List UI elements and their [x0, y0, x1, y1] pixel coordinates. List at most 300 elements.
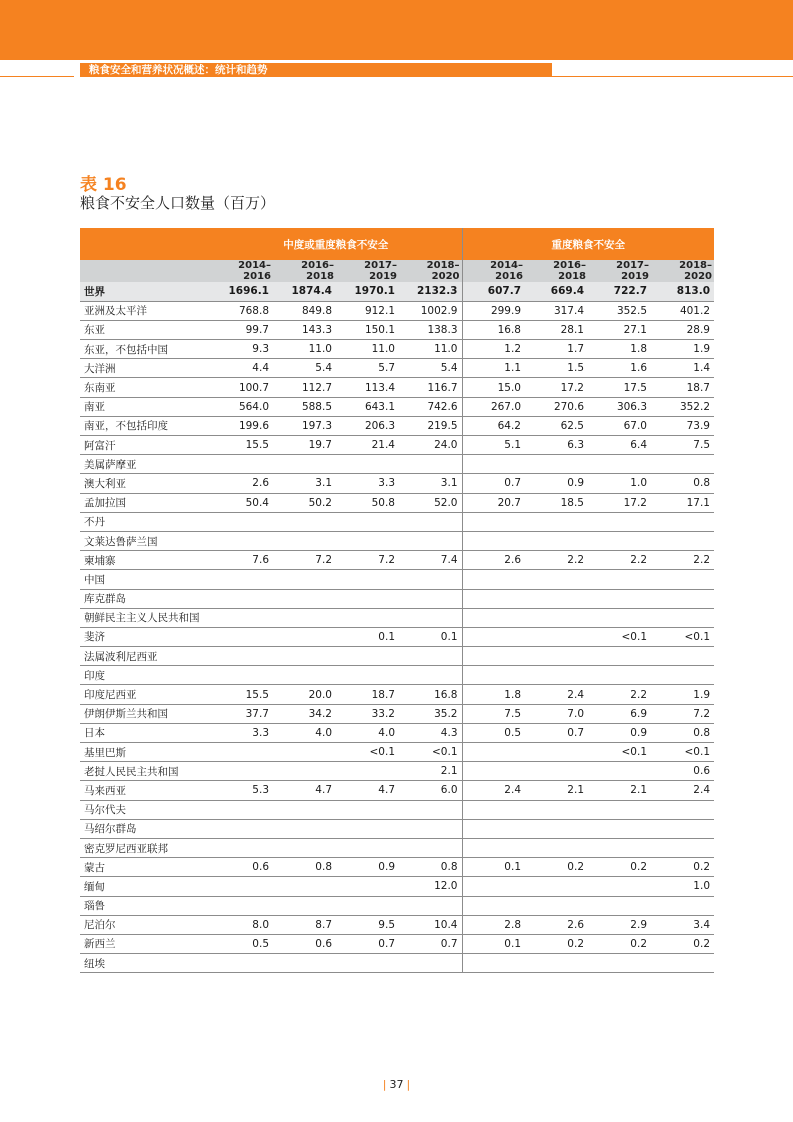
row-value: 7.2 [273, 551, 336, 570]
row-value [210, 819, 273, 838]
page-number-value: 37 [389, 1078, 404, 1091]
row-value [588, 819, 651, 838]
table-row [80, 819, 714, 838]
row-value: 8.7 [273, 915, 336, 934]
row-value: 2.6 [210, 474, 273, 493]
row-value: 299.9 [462, 301, 525, 320]
row-value [525, 570, 588, 589]
row-value [336, 570, 399, 589]
row-value: 0.9 [525, 474, 588, 493]
row-value: 6.0 [399, 781, 462, 800]
row-name: 尼泊尔 [80, 915, 210, 934]
row-value [462, 570, 525, 589]
row-value [525, 455, 588, 474]
row-value: 5.4 [399, 359, 462, 378]
row-value [525, 838, 588, 857]
row-value: 1.8 [588, 340, 651, 359]
row-value: 3.3 [210, 723, 273, 742]
row-value [399, 512, 462, 531]
row-value: 0.7 [525, 723, 588, 742]
row-name: 南亚，不包括印度 [80, 416, 210, 435]
row-value [462, 838, 525, 857]
row-value: 1.2 [462, 340, 525, 359]
row-name: 印度尼西亚 [80, 685, 210, 704]
row-value [399, 455, 462, 474]
row-value: 17.2 [588, 493, 651, 512]
row-value: 1.7 [525, 340, 588, 359]
row-value: 0.8 [651, 474, 714, 493]
row-value: 4.0 [336, 723, 399, 742]
row-value: 0.6 [273, 934, 336, 953]
row-value: 0.8 [273, 858, 336, 877]
table-row [80, 608, 714, 627]
row-value: 24.0 [399, 436, 462, 455]
row-value [336, 589, 399, 608]
row-value: 15.0 [462, 378, 525, 397]
row-value: 15.5 [210, 685, 273, 704]
row-value: 62.5 [525, 416, 588, 435]
row-value: 2.4 [651, 781, 714, 800]
row-value [273, 570, 336, 589]
row-name: 亚洲及太平洋 [80, 301, 210, 320]
row-value: 19.7 [273, 436, 336, 455]
row-value [462, 627, 525, 646]
row-value: 2.8 [462, 915, 525, 934]
row-value [651, 666, 714, 685]
row-name: 不丹 [80, 512, 210, 531]
row-value: 5.3 [210, 781, 273, 800]
row-value [651, 608, 714, 627]
row-value: 1.6 [588, 359, 651, 378]
row-value [651, 512, 714, 531]
row-value: 35.2 [399, 704, 462, 723]
row-value: 2.2 [588, 551, 651, 570]
row-value: 607.7 [462, 282, 525, 301]
table-row [80, 666, 714, 685]
row-value [336, 819, 399, 838]
row-value: 3.1 [273, 474, 336, 493]
table-number: 表 16 [80, 175, 127, 195]
row-value: 0.9 [336, 858, 399, 877]
row-value: 768.8 [210, 301, 273, 320]
row-value [336, 877, 399, 896]
row-value: 50.8 [336, 493, 399, 512]
row-value [210, 627, 273, 646]
row-value: 21.4 [336, 436, 399, 455]
row-value: 112.7 [273, 378, 336, 397]
row-value: 4.4 [210, 359, 273, 378]
row-value: 0.7 [399, 934, 462, 953]
table-row [80, 838, 714, 857]
row-value: 0.7 [336, 934, 399, 953]
row-value [651, 896, 714, 915]
row-value [525, 512, 588, 531]
row-value: 67.0 [588, 416, 651, 435]
row-value [588, 512, 651, 531]
row-value [273, 512, 336, 531]
row-value: 2.4 [525, 685, 588, 704]
row-value [651, 589, 714, 608]
row-value [336, 666, 399, 685]
row-value: <0.1 [336, 743, 399, 762]
table-row [80, 934, 714, 953]
row-value: 0.6 [210, 858, 273, 877]
row-value [210, 838, 273, 857]
row-value [588, 589, 651, 608]
row-value [273, 743, 336, 762]
row-name: 日本 [80, 723, 210, 742]
table-row [80, 858, 714, 877]
running-header-title: 粮食安全和营养状况概述：统计和趋势 [89, 64, 268, 76]
row-value: 64.2 [462, 416, 525, 435]
row-value: 742.6 [399, 397, 462, 416]
row-value [462, 800, 525, 819]
row-value [651, 647, 714, 666]
row-value: 7.6 [210, 551, 273, 570]
row-value: 1002.9 [399, 301, 462, 320]
row-value [399, 896, 462, 915]
row-name: 文莱达鲁萨兰国 [80, 531, 210, 550]
row-value: 0.2 [525, 858, 588, 877]
row-name: 阿富汗 [80, 436, 210, 455]
row-name: 斐济 [80, 627, 210, 646]
row-value: 9.5 [336, 915, 399, 934]
row-value [462, 531, 525, 550]
row-value [399, 608, 462, 627]
row-value [336, 800, 399, 819]
row-value: 28.9 [651, 320, 714, 339]
row-value [525, 762, 588, 781]
row-value [462, 954, 525, 973]
row-value: 219.5 [399, 416, 462, 435]
row-value [651, 838, 714, 857]
table-row [80, 493, 714, 512]
group-header-moderate: 中度或重度粮食不安全 [210, 228, 462, 260]
year-header: 2014–2016 [210, 260, 273, 282]
row-value: <0.1 [588, 627, 651, 646]
row-name: 孟加拉国 [80, 493, 210, 512]
table-row [80, 723, 714, 742]
row-value: 6.4 [588, 436, 651, 455]
row-name: 大洋洲 [80, 359, 210, 378]
row-value [210, 531, 273, 550]
row-value [525, 608, 588, 627]
row-value [462, 896, 525, 915]
row-value: 0.8 [399, 858, 462, 877]
row-value: 267.0 [462, 397, 525, 416]
row-value: 206.3 [336, 416, 399, 435]
row-value [336, 896, 399, 915]
row-value: 643.1 [336, 397, 399, 416]
row-value: 99.7 [210, 320, 273, 339]
row-name: 世界 [80, 282, 210, 301]
year-header-row [80, 260, 714, 282]
year-header: 2018–2020 [399, 260, 462, 282]
row-value [336, 647, 399, 666]
row-value: 50.2 [273, 493, 336, 512]
row-value [588, 762, 651, 781]
row-value: 4.7 [273, 781, 336, 800]
row-value: 7.5 [462, 704, 525, 723]
row-value [462, 743, 525, 762]
row-value [651, 800, 714, 819]
row-value: 0.8 [651, 723, 714, 742]
row-value [399, 570, 462, 589]
row-value [588, 896, 651, 915]
row-value: 2.2 [651, 551, 714, 570]
row-value [336, 512, 399, 531]
row-value [273, 896, 336, 915]
row-value: 16.8 [399, 685, 462, 704]
row-value: 116.7 [399, 378, 462, 397]
row-value [210, 455, 273, 474]
running-header [80, 63, 552, 77]
row-value: 4.0 [273, 723, 336, 742]
row-value [399, 819, 462, 838]
row-name: 库克群岛 [80, 589, 210, 608]
table-row [80, 359, 714, 378]
row-value: 7.2 [336, 551, 399, 570]
row-value: 7.0 [525, 704, 588, 723]
group-header-blank [80, 228, 210, 260]
header-right-rule [552, 76, 793, 77]
row-value: 17.5 [588, 378, 651, 397]
row-value: 2.6 [462, 551, 525, 570]
table-row [80, 551, 714, 570]
row-value [651, 819, 714, 838]
row-value: 15.5 [210, 436, 273, 455]
row-value: <0.1 [651, 743, 714, 762]
row-value [651, 954, 714, 973]
row-value [525, 531, 588, 550]
row-value [525, 954, 588, 973]
row-value [588, 954, 651, 973]
row-value [525, 647, 588, 666]
row-value: 0.5 [462, 723, 525, 742]
row-value [462, 877, 525, 896]
row-name: 南亚 [80, 397, 210, 416]
row-value: 18.7 [336, 685, 399, 704]
row-value: 3.4 [651, 915, 714, 934]
row-value: 669.4 [525, 282, 588, 301]
row-value: 1.5 [525, 359, 588, 378]
row-value [210, 570, 273, 589]
row-value: 317.4 [525, 301, 588, 320]
row-value [273, 455, 336, 474]
row-value: 306.3 [588, 397, 651, 416]
row-value [210, 743, 273, 762]
row-value: 2.1 [525, 781, 588, 800]
row-value: 11.0 [336, 340, 399, 359]
table-row [80, 762, 714, 781]
row-value [336, 608, 399, 627]
row-value [525, 743, 588, 762]
row-name: 印度 [80, 666, 210, 685]
row-value: 849.8 [273, 301, 336, 320]
row-value: 197.3 [273, 416, 336, 435]
row-value [588, 800, 651, 819]
row-value [336, 954, 399, 973]
row-value: 1.9 [651, 685, 714, 704]
table-row [80, 800, 714, 819]
row-value: 10.4 [399, 915, 462, 934]
row-value [651, 455, 714, 474]
row-value [210, 800, 273, 819]
row-value [210, 954, 273, 973]
row-value: 0.2 [651, 934, 714, 953]
row-value [273, 531, 336, 550]
table-row [80, 436, 714, 455]
row-value: 28.1 [525, 320, 588, 339]
row-value [462, 819, 525, 838]
row-value: <0.1 [588, 743, 651, 762]
row-value: 352.2 [651, 397, 714, 416]
row-value [273, 589, 336, 608]
row-value: 17.2 [525, 378, 588, 397]
row-name: 基里巴斯 [80, 743, 210, 762]
row-value [525, 589, 588, 608]
row-value: 100.7 [210, 378, 273, 397]
table-row [80, 378, 714, 397]
row-value [273, 762, 336, 781]
row-name: 法属波利尼西亚 [80, 647, 210, 666]
table-row [80, 531, 714, 550]
row-value: 2.1 [399, 762, 462, 781]
row-value: 0.2 [651, 858, 714, 877]
table-row [80, 570, 714, 589]
row-value [273, 838, 336, 857]
row-value: 8.0 [210, 915, 273, 934]
row-value: 0.1 [462, 934, 525, 953]
row-value: 0.1 [399, 627, 462, 646]
table-row [80, 416, 714, 435]
row-value: 0.5 [210, 934, 273, 953]
row-value [210, 512, 273, 531]
row-value [336, 531, 399, 550]
row-value: <0.1 [651, 627, 714, 646]
row-value: 33.2 [336, 704, 399, 723]
row-name: 东亚，不包括中国 [80, 340, 210, 359]
row-value [462, 512, 525, 531]
table-row [80, 512, 714, 531]
table-row [80, 627, 714, 646]
row-value: 401.2 [651, 301, 714, 320]
row-value: 199.6 [210, 416, 273, 435]
row-value: 1.0 [651, 877, 714, 896]
row-value: 0.9 [588, 723, 651, 742]
row-name: 老挝人民民主共和国 [80, 762, 210, 781]
row-value [588, 647, 651, 666]
row-value: 2.2 [525, 551, 588, 570]
row-value [273, 627, 336, 646]
year-header: 2016–2018 [525, 260, 588, 282]
row-name: 密克罗尼西亚联邦 [80, 838, 210, 857]
row-value: 18.5 [525, 493, 588, 512]
row-name: 澳大利亚 [80, 474, 210, 493]
table-row [80, 781, 714, 800]
row-value: 150.1 [336, 320, 399, 339]
table-row [80, 589, 714, 608]
row-value: 17.1 [651, 493, 714, 512]
row-value [273, 666, 336, 685]
table-row [80, 685, 714, 704]
group-header-severe: 重度粮食不安全 [462, 228, 714, 260]
row-name: 朝鲜民主主义人民共和国 [80, 608, 210, 627]
row-value [399, 954, 462, 973]
row-value [399, 838, 462, 857]
row-value [588, 877, 651, 896]
row-value [525, 896, 588, 915]
row-value [525, 877, 588, 896]
row-value: 27.1 [588, 320, 651, 339]
row-value [210, 877, 273, 896]
row-value [525, 627, 588, 646]
row-value [210, 608, 273, 627]
row-value: 2132.3 [399, 282, 462, 301]
row-value [210, 762, 273, 781]
row-value [399, 666, 462, 685]
row-name: 伊朗伊斯兰共和国 [80, 704, 210, 723]
row-name: 马来西亚 [80, 781, 210, 800]
row-value: 0.2 [588, 934, 651, 953]
row-value [462, 762, 525, 781]
group-header-row [80, 228, 714, 260]
row-value: 6.9 [588, 704, 651, 723]
row-value [651, 570, 714, 589]
row-value [273, 819, 336, 838]
row-value [588, 455, 651, 474]
row-value: 5.4 [273, 359, 336, 378]
row-name: 柬埔寨 [80, 551, 210, 570]
row-value: <0.1 [399, 743, 462, 762]
year-header: 2017–2019 [336, 260, 399, 282]
row-value: 3.1 [399, 474, 462, 493]
row-name: 马绍尔群岛 [80, 819, 210, 838]
row-value [336, 762, 399, 781]
row-value: 912.1 [336, 301, 399, 320]
row-value: 7.2 [651, 704, 714, 723]
row-name: 东南亚 [80, 378, 210, 397]
food-insecurity-table [80, 228, 714, 973]
row-value: 1.9 [651, 340, 714, 359]
row-name: 纽埃 [80, 954, 210, 973]
row-value: 1.4 [651, 359, 714, 378]
row-value: 1.0 [588, 474, 651, 493]
row-value [210, 896, 273, 915]
row-value: 113.4 [336, 378, 399, 397]
row-value: 37.7 [210, 704, 273, 723]
year-header: 2014–2016 [462, 260, 525, 282]
row-name: 马尔代夫 [80, 800, 210, 819]
row-value: 52.0 [399, 493, 462, 512]
row-value: 138.3 [399, 320, 462, 339]
row-value [588, 838, 651, 857]
top-orange-band [0, 0, 793, 60]
row-value [462, 589, 525, 608]
row-value: 18.7 [651, 378, 714, 397]
row-value: 143.3 [273, 320, 336, 339]
row-value [525, 666, 588, 685]
row-value: 1.1 [462, 359, 525, 378]
row-value: 4.3 [399, 723, 462, 742]
row-name: 东亚 [80, 320, 210, 339]
row-name: 蒙古 [80, 858, 210, 877]
row-value: 0.6 [651, 762, 714, 781]
row-value: 0.2 [588, 858, 651, 877]
row-value [273, 954, 336, 973]
row-name: 中国 [80, 570, 210, 589]
row-value: 7.4 [399, 551, 462, 570]
